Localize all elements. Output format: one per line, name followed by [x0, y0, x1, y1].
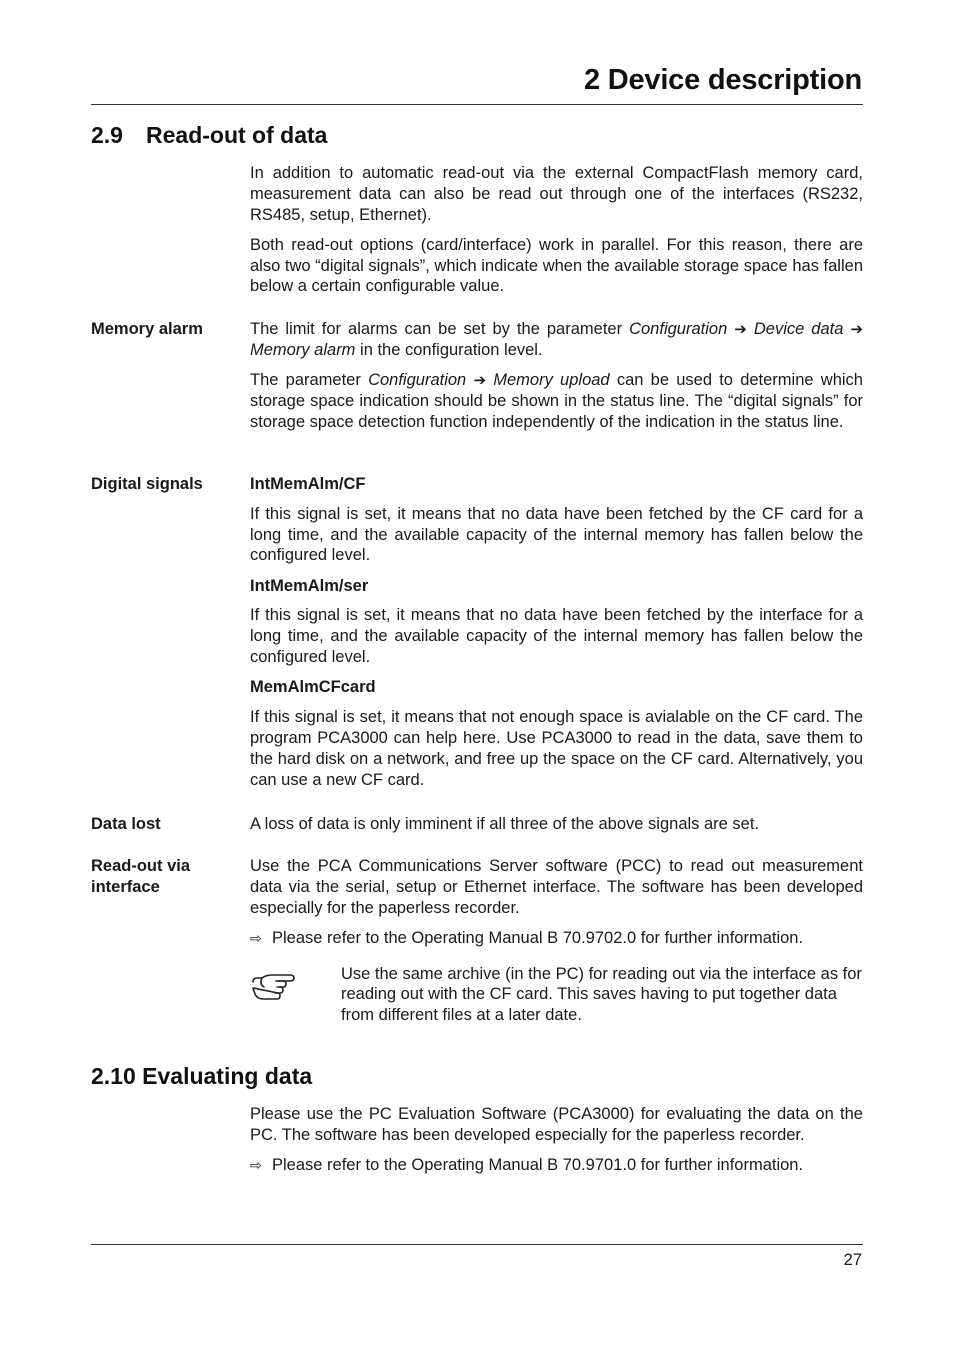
memory-alarm-block: [91, 319, 863, 442]
memory-alarm-label: Memory alarm: [91, 320, 203, 338]
pointing-hand-icon: [250, 970, 298, 1004]
signal-description: If this signal is set, it means that no data have been fetched by the interface for a long time, and the available capacity of the internal memory has fallen below the configured level.: [250, 606, 863, 667]
chapter-title: 2 Device description: [583, 64, 862, 96]
section-2-9-intro: [91, 163, 863, 307]
text-run: The limit for alarms can be set by the parameter: [250, 320, 630, 338]
footer-rule: [91, 1244, 863, 1245]
signal-name: MemAlmCFcard: [250, 678, 376, 697]
signal-name: IntMemAlm/CF: [250, 475, 366, 493]
section-title: Read-out of data: [146, 122, 328, 148]
section-number: 2.9: [91, 122, 123, 148]
readout-interface-block: [91, 856, 863, 1036]
digital-signals-label: Digital signals: [91, 475, 203, 493]
parameter-path: Configuration: [368, 371, 467, 390]
text-run: can be used to determine which storage space indication should be shown in the status line. The “digital signals” for storage space detection function independently of the indication in the status line.: [250, 371, 863, 431]
signal-description: If this signal is set, it means that not enough space is avialable on the CF card. The program PCA3000 can help here. Use PCA3000 to read in the data, save them to the hard disk on a network, and free up the space on the CF card. Alternatively, you can use a new CF card.: [250, 708, 863, 789]
arrow-glyph: ➔: [473, 371, 487, 390]
memory-alarm-paragraph-1: [250, 319, 863, 361]
readout-interface-text: Use the PCA Communications Server software (PCC) to read out measurement data via the serial, setup or Ethernet interface. The software has been developed especially for the paperless recorder.: [250, 857, 863, 917]
evaluating-text: Please use the PC Evaluation Software (PCA3000) for evaluating the data on the PC. The software has been developed especially for the paperless recorder.: [250, 1105, 863, 1144]
arrow-right-icon: ⇨: [250, 930, 262, 947]
note-text: Use the same archive (in the PC) for reading out via the interface as for reading out with the CF card. This saves having to put together data from different files at a later date.: [341, 964, 862, 1025]
note-box: [250, 964, 863, 1026]
data-lost-text: A loss of data is only imminent if all three of the above signals are set.: [250, 815, 760, 833]
data-lost-block: [91, 814, 863, 844]
arrow-right-icon: ⇨: [250, 1158, 262, 1175]
section-2-10-body: [91, 1104, 863, 1186]
parameter-path: Memory alarm: [250, 340, 356, 359]
signal-name: IntMemAlm/ser: [250, 576, 369, 595]
reference-text: Please refer to the Operating Manual B 70.9702.0 for further information.: [272, 928, 804, 947]
reference-line: [250, 928, 863, 950]
signal-description: If this signal is set, it means that no data have been fetched by the CF card for a long time, and the available capacity of the internal memory has fallen below the configured level.: [250, 504, 863, 565]
digital-signals-block: [91, 474, 863, 800]
reference-line: [250, 1155, 863, 1177]
section-number: 2.10: [91, 1063, 136, 1089]
readout-interface-label: [91, 856, 241, 897]
text-run: in the configuration level.: [355, 340, 543, 359]
arrow-glyph: ➔: [734, 320, 747, 338]
section-heading-2-10: [91, 1063, 312, 1090]
parameter-path: Memory upload: [493, 371, 610, 390]
label-line: interface: [91, 877, 160, 896]
parameter-path: Device data: [753, 320, 844, 338]
section-heading-2-9: [91, 122, 327, 149]
data-lost-label: Data lost: [91, 815, 161, 833]
memory-alarm-paragraph-2: [250, 370, 863, 432]
section-title: Evaluating data: [142, 1063, 313, 1089]
text-run: The parameter: [250, 371, 369, 390]
page-number: 27: [843, 1251, 862, 1269]
header-rule: [91, 104, 863, 105]
intro-paragraph-2: Both read-out options (card/interface) work in parallel. For this reason, there are also two “digital signals”, which indicate when the available storage space has fallen below a certain configurable value.: [250, 235, 863, 296]
label-line: Read-out via: [91, 857, 191, 875]
intro-paragraph-1: In addition to automatic read-out via the external CompactFlash memory card, measurement data can also be read out through one of the interfaces (RS232, RS485, setup, Ethernet).: [250, 164, 863, 224]
arrow-glyph: ➔: [850, 320, 864, 338]
parameter-path: Configuration: [629, 320, 728, 338]
reference-text: Please refer to the Operating Manual B 70.9701.0 for further information.: [272, 1156, 804, 1175]
